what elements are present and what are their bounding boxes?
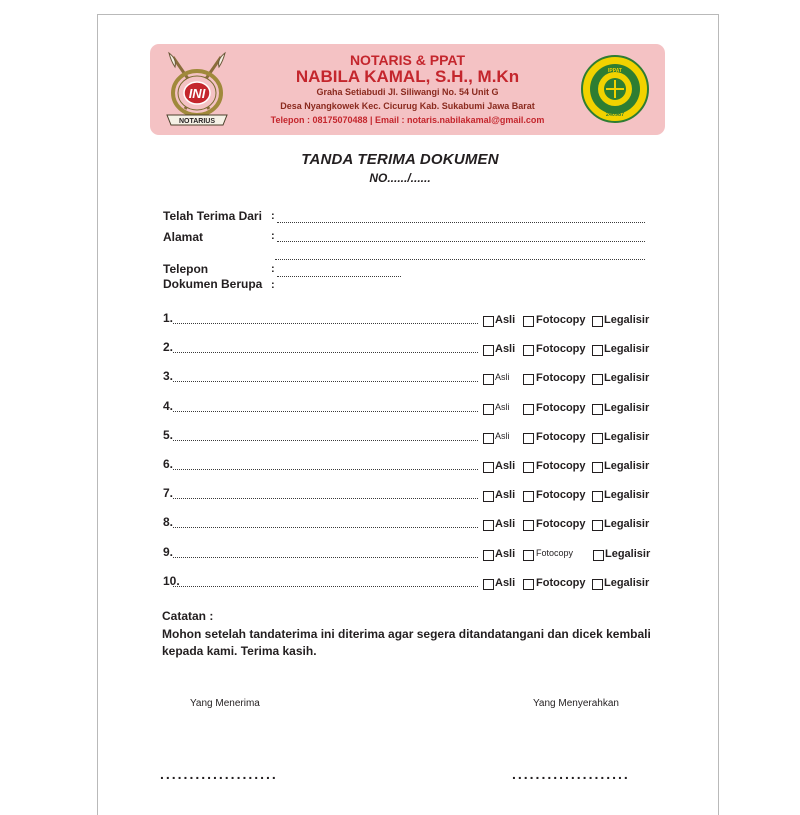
legalisir-checkbox[interactable] — [592, 433, 603, 444]
document-title: TANDA TERIMA DOKUMEN — [301, 151, 499, 168]
fotocopy-label: Fotocopy — [536, 372, 586, 384]
legalisir-label: Legalisir — [604, 372, 650, 384]
header-title: NOTARIS & PPAT — [349, 52, 466, 68]
item-number: 5. — [163, 428, 174, 442]
received-from-label: Telah Terima Dari — [163, 209, 262, 223]
legalisir-label: Legalisir — [604, 489, 650, 501]
item-number: 7. — [163, 486, 174, 500]
asli-checkbox[interactable] — [483, 491, 494, 502]
fotocopy-label: Fotocopy — [536, 577, 586, 589]
asli-label: Asli — [495, 343, 516, 355]
asli-checkbox[interactable] — [483, 520, 494, 531]
asli-label: Asli — [495, 372, 510, 382]
item-number: 6. — [163, 457, 174, 471]
receiver-label: Yang Menerima — [190, 698, 260, 709]
seal-code-text: 240987 — [605, 112, 625, 118]
legalisir-checkbox[interactable] — [592, 491, 603, 502]
notary-name: NABILA KAMAL, S.H., M.Kn — [295, 67, 520, 86]
fotocopy-checkbox[interactable] — [523, 550, 534, 561]
legalisir-checkbox[interactable] — [592, 404, 603, 415]
fotocopy-label: Fotocopy — [536, 460, 586, 472]
address-line-2: Desa Nyangkowek Kec. Cicurug Kab. Sukabumi Jawa Barat — [280, 101, 535, 111]
phone-label: Telepon — [163, 262, 209, 276]
item-number: 10. — [163, 574, 180, 588]
asli-label: Asli — [495, 489, 516, 501]
sender-label: Yang Menyerahkan — [533, 698, 619, 709]
item-description-field[interactable] — [173, 440, 478, 441]
item-description-field[interactable] — [173, 527, 478, 528]
asli-checkbox[interactable] — [483, 374, 494, 385]
asli-checkbox[interactable] — [483, 462, 494, 473]
fotocopy-checkbox[interactable] — [523, 404, 534, 415]
item-number: 9. — [163, 545, 174, 559]
document-number: NO....../...... — [369, 171, 431, 185]
item-description-field[interactable] — [173, 586, 478, 587]
phone-field[interactable] — [277, 276, 401, 277]
legalisir-label: Legalisir — [604, 314, 650, 326]
fotocopy-label: Fotocopy — [536, 548, 574, 558]
fotocopy-checkbox[interactable] — [523, 520, 534, 531]
asli-label: Asli — [495, 402, 510, 412]
colon: : — [271, 279, 275, 291]
address-label: Alamat — [163, 230, 204, 244]
asli-checkbox[interactable] — [483, 550, 494, 561]
notes-label: Catatan : — [162, 609, 214, 623]
legalisir-label: Legalisir — [604, 431, 650, 443]
notes-text: Mohon setelah tandaterima ini diterima agar segera ditandatangani dan dicek kembali kepada kami. Terima kasih. — [162, 627, 651, 658]
legalisir-label: Legalisir — [604, 402, 650, 414]
item-number: 8. — [163, 515, 174, 529]
asli-checkbox[interactable] — [483, 579, 494, 590]
item-description-field[interactable] — [173, 469, 478, 470]
item-number: 2. — [163, 340, 174, 354]
notary-emblem-icon — [163, 49, 231, 129]
ippat-seal-icon — [580, 54, 650, 124]
fotocopy-checkbox[interactable] — [523, 316, 534, 327]
sender-signature-line[interactable]: .................... — [512, 766, 630, 782]
fotocopy-label: Fotocopy — [536, 402, 586, 414]
seal-center-text: IPPAT — [608, 68, 622, 74]
asli-checkbox[interactable] — [483, 345, 494, 356]
asli-label: Asli — [495, 518, 516, 530]
emblem-banner-text: NOTARIUS — [178, 118, 216, 125]
fotocopy-label: Fotocopy — [536, 314, 586, 326]
colon: : — [271, 210, 275, 222]
fotocopy-label: Fotocopy — [536, 489, 586, 501]
item-description-field[interactable] — [173, 557, 478, 558]
asli-label: Asli — [495, 314, 516, 326]
asli-checkbox[interactable] — [483, 316, 494, 327]
legalisir-checkbox[interactable] — [592, 374, 603, 385]
fotocopy-label: Fotocopy — [536, 518, 586, 530]
address-line-1: Graha Setiabudi Jl. Siliwangi No. 54 Unit G — [316, 87, 499, 97]
legalisir-checkbox[interactable] — [592, 316, 603, 327]
item-description-field[interactable] — [173, 323, 478, 324]
asli-label: Asli — [495, 548, 516, 560]
legalisir-label: Legalisir — [604, 577, 650, 589]
asli-checkbox[interactable] — [483, 404, 494, 415]
contact-line: Telepon : 08175070488 | Email : notaris.nabilakamal@gmail.com — [270, 115, 545, 125]
legalisir-checkbox[interactable] — [592, 462, 603, 473]
fotocopy-checkbox[interactable] — [523, 491, 534, 502]
receiver-signature-line[interactable]: .................... — [160, 766, 278, 782]
legalisir-checkbox[interactable] — [593, 550, 604, 561]
item-number: 1. — [163, 311, 174, 325]
asli-label: Asli — [495, 577, 516, 589]
legalisir-label: Legalisir — [604, 343, 650, 355]
fotocopy-checkbox[interactable] — [523, 433, 534, 444]
legalisir-checkbox[interactable] — [592, 579, 603, 590]
legalisir-label: Legalisir — [605, 548, 651, 560]
item-description-field[interactable] — [173, 498, 478, 499]
asli-checkbox[interactable] — [483, 433, 494, 444]
item-description-field[interactable] — [173, 352, 478, 353]
received-from-field[interactable] — [277, 222, 645, 223]
item-number: 4. — [163, 399, 174, 413]
fotocopy-checkbox[interactable] — [523, 345, 534, 356]
legalisir-checkbox[interactable] — [592, 345, 603, 356]
legalisir-label: Legalisir — [604, 518, 650, 530]
fotocopy-label: Fotocopy — [536, 431, 586, 443]
asli-label: Asli — [495, 460, 516, 472]
document-type-label: Dokumen Berupa — [163, 277, 263, 291]
fotocopy-checkbox[interactable] — [523, 374, 534, 385]
colon: : — [271, 230, 275, 242]
emblem-text: INI — [188, 86, 206, 101]
letterhead — [150, 44, 665, 135]
item-description-field[interactable] — [173, 411, 478, 412]
address-field-line-2[interactable] — [275, 259, 645, 260]
item-number: 3. — [163, 369, 174, 383]
legalisir-checkbox[interactable] — [592, 520, 603, 531]
legalisir-label: Legalisir — [604, 460, 650, 472]
item-description-field[interactable] — [173, 381, 478, 382]
fotocopy-label: Fotocopy — [536, 343, 586, 355]
fotocopy-checkbox[interactable] — [523, 462, 534, 473]
colon: : — [271, 263, 275, 275]
address-field[interactable] — [277, 241, 645, 242]
asli-label: Asli — [495, 431, 510, 441]
fotocopy-checkbox[interactable] — [523, 579, 534, 590]
